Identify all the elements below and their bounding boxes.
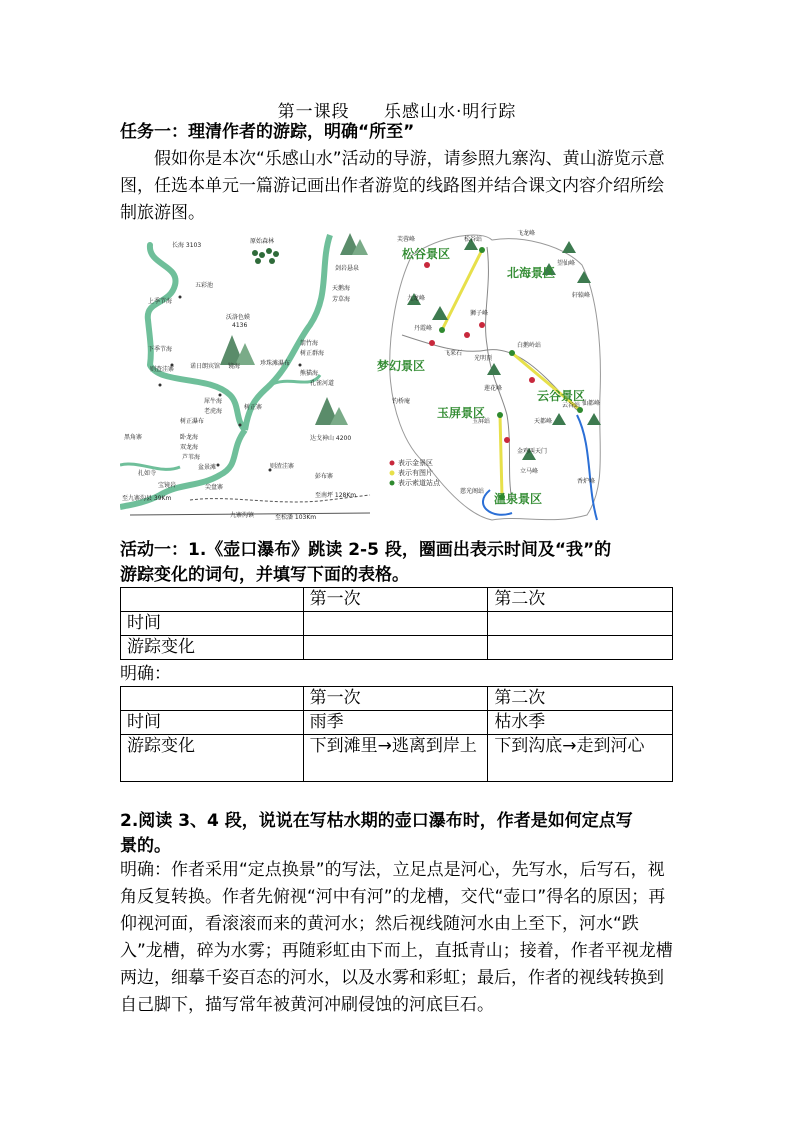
map-left-label: 扎如寺	[138, 470, 157, 477]
map-right-label: 金鸡叫天门	[517, 448, 548, 455]
map-right-label: 钓桥庵	[392, 398, 411, 405]
activity1-line1: 活动一：1.《壶口瀑布》跳读 2-5 段，圈画出表示时间及“我”的	[120, 540, 612, 560]
map-left-label: 镜海	[228, 363, 241, 370]
map-left-label: 下季节海	[148, 346, 173, 353]
table-cell: 时间	[121, 612, 304, 636]
map-left-label: 至松潘 103Km	[275, 514, 317, 521]
table-row	[121, 612, 673, 636]
map-left-label: 至九寨沟县 39Km	[122, 495, 172, 502]
zone-label: 北海景区	[507, 266, 556, 280]
table-row	[121, 687, 673, 711]
table-cell	[121, 687, 304, 711]
map-right-label: 飞龙峰	[517, 230, 536, 237]
map-left-label: 天鹅海	[332, 285, 351, 292]
map-left-label: 珍珠滩瀑布	[260, 360, 291, 367]
title-part2: 乐感山水·明行踪	[384, 102, 517, 122]
table-cell: 第一次	[303, 588, 488, 612]
question2-line2: 景的。	[120, 836, 171, 856]
table-cell: 时间	[121, 711, 304, 735]
answer-label: 明确：	[120, 664, 171, 684]
map-right-label: 丹霞峰	[414, 325, 433, 332]
map-left-label: 原始森林	[250, 238, 275, 245]
map-right-label: 莲花峰	[484, 385, 503, 392]
map-left-label: 树正群海	[300, 350, 325, 357]
map-left-label: 树正寨	[244, 404, 263, 411]
zone-label: 云谷景区	[537, 389, 586, 403]
map-left-label: 芳草海	[332, 296, 351, 303]
map-right-label: 芙蓉峰	[397, 236, 416, 243]
map-left-label: 宝镜岩	[158, 482, 177, 489]
map-left-label: 卧龙海	[180, 434, 199, 441]
map-left-label: 芦苇海	[182, 454, 201, 461]
table-row	[121, 636, 673, 660]
map-left-label: 彭布寨	[315, 473, 334, 480]
map-left-label: 熊猫海	[300, 370, 319, 377]
zone-label: 松谷景区	[402, 247, 451, 261]
legend-marker-green	[390, 481, 395, 486]
huangshan-map	[372, 225, 610, 525]
table-cell: 第二次	[488, 588, 673, 612]
zone-label: 梦幻景区	[377, 359, 426, 373]
map-left-label: 孔雀河道	[310, 380, 335, 387]
map-figure	[120, 225, 610, 525]
table-cell: 下到滩里→逃离到岸上	[303, 735, 488, 782]
table-cell: 游踪变化	[121, 735, 304, 782]
legend-marker-yellow	[390, 471, 395, 476]
legend-marker-red	[390, 461, 395, 466]
map-left-label: 老虎海	[204, 408, 223, 415]
table-cell	[121, 588, 304, 612]
map-left-label: 4136	[232, 322, 248, 329]
map-right-label: 仙都峰	[582, 400, 601, 407]
map-left-label: 尖盘寨	[205, 484, 224, 491]
zone-label: 玉屏景区	[437, 406, 486, 420]
table-row	[121, 711, 673, 735]
map-left-label: 达戈神山 4200	[310, 435, 352, 442]
map-right-label: 狮子峰	[470, 310, 489, 317]
legend-label: 表示有图片	[398, 469, 433, 477]
map-left-label: 双龙海	[180, 444, 199, 451]
map-left-label: 树正瀑布	[180, 418, 205, 425]
map-right-label: 香炉峰	[577, 478, 596, 485]
map-right-label: 天都峰	[534, 418, 553, 425]
map-left-label: 剑岩悬泉	[335, 265, 360, 272]
map-right-label: 松谷站	[464, 236, 483, 243]
map-right-label: 白鹅岭站	[517, 342, 542, 349]
question2-answer: 明确：作者采用“定点换景”的写法，立足点是河心，先写水，后写石，视角反复转换。作者先俯视“河中有河”的龙槽，交代“壶口”得名的原因；再仰视河面，看滚滚而来的黄河水；然后视线随河水由上至下，河水“跌入”龙槽，碎为水雾；再随彩虹由下而上，直抵青山；接着，作者平视龙槽两边，细摹千姿百态的河水，以及水雾和彩虹；最后，作者的视线转换到自己脚下，描写常年被黄河冲刷侵蚀的河底巨石。	[120, 860, 673, 1015]
map-right-label: 立马峰	[520, 468, 539, 475]
map-right-label: 轩辕峰	[572, 292, 591, 299]
table-cell: 游踪变化	[121, 636, 304, 660]
map-left-label: 则渣洼寨	[270, 463, 295, 470]
task1-instruction: 假如你是本次“乐感山水”活动的导游，请参照九寨沟、黄山游览示意图，任选本单元一篇游记画出作者游览的线路图并结合课文内容介绍所绘制旅游图。	[120, 149, 665, 223]
table-cell: 第一次	[303, 687, 488, 711]
table-cell: 第二次	[488, 687, 673, 711]
answer-table	[120, 686, 673, 782]
map-left-label: 盆景滩	[198, 464, 217, 471]
map-left-label: 犀牛海	[204, 398, 223, 405]
task1-heading: 任务一：理清作者的游踪，明确“所至”	[120, 122, 415, 142]
table-row	[121, 735, 673, 782]
map-left-label: 黑角寨	[124, 434, 143, 441]
map-right-label: 慈光阁站	[460, 488, 485, 495]
activity1-line2: 游踪变化的词句，并填写下面的表格。	[120, 565, 409, 585]
jiuzhaigou-map	[120, 225, 372, 525]
table-cell	[303, 636, 488, 660]
map-left-label: 诺日朗宾馆	[190, 363, 221, 370]
map-left-label: 至南坪 128Km	[315, 492, 357, 499]
table-cell	[303, 612, 488, 636]
map-left-label: 则查洼寨	[150, 366, 175, 373]
question2-line1: 2.阅读 3、4 段，说说在写枯水期的壶口瀑布时，作者是如何定点写	[120, 811, 633, 831]
table-cell: 枯水季	[488, 711, 673, 735]
map-right-label: 云谷站	[562, 402, 581, 409]
map-left-label: 沃洛色嫫	[226, 314, 251, 321]
map-right-label: 望仙峰	[557, 260, 576, 267]
blank-table	[120, 587, 673, 660]
table-cell	[488, 636, 673, 660]
map-left-label: 五彩池	[195, 282, 214, 289]
map-left-label: 箭竹海	[300, 340, 319, 347]
table-cell: 雨季	[303, 711, 488, 735]
map-right-label: 玉屏站	[472, 418, 491, 425]
table-row	[121, 588, 673, 612]
table-cell	[488, 612, 673, 636]
map-right-label: 光明顶	[474, 355, 493, 362]
map-left-label: 上季节海	[148, 298, 173, 305]
zone-label: 温泉景区	[494, 492, 543, 506]
map-left-label: 九寨沟镇	[230, 512, 255, 519]
title-part1: 第一课段	[277, 102, 350, 122]
map-right-label: 飞来石	[444, 350, 463, 357]
map-right-label: 九龙峰	[407, 295, 426, 302]
map-left-label: 长海 3103	[172, 242, 202, 249]
legend-label: 表示金景区	[398, 459, 433, 467]
table-cell: 下到沟底→走到河心	[488, 735, 673, 782]
legend-label: 表示索道站点	[398, 479, 440, 487]
